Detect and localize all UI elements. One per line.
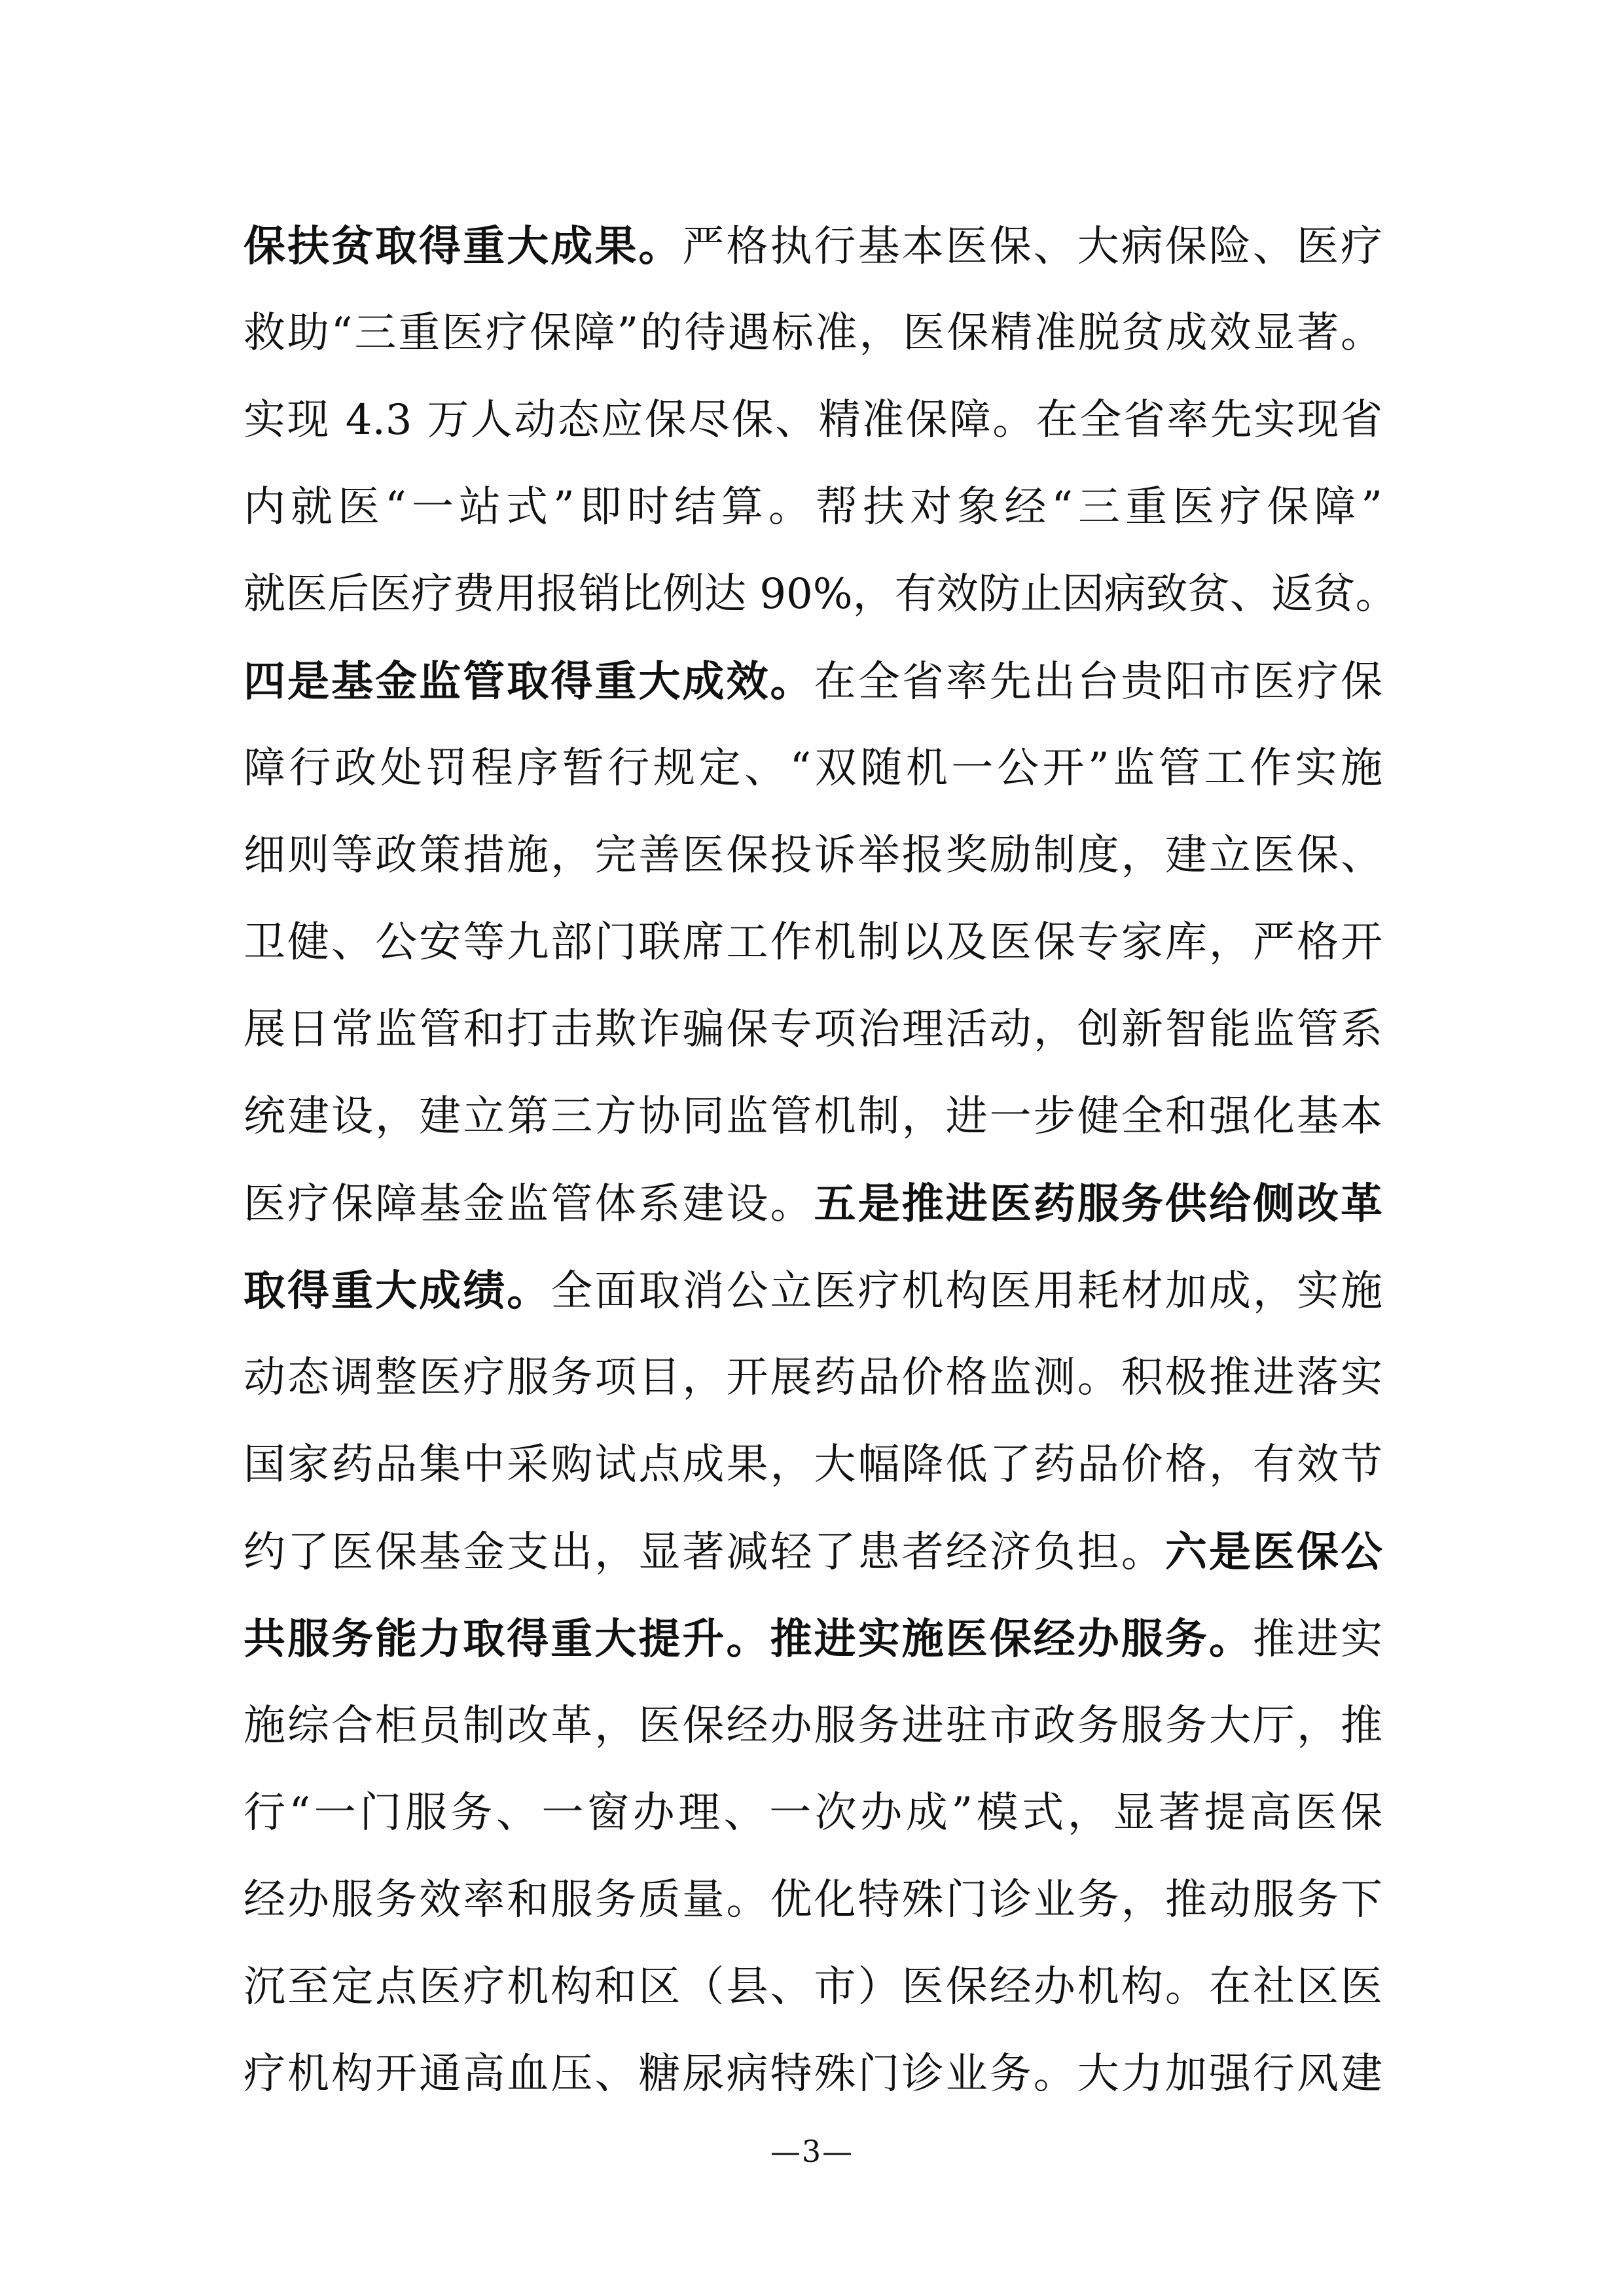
text-line [244, 812, 1382, 899]
bold-text-segment: 四是基金监管取得重大成效。 [244, 657, 814, 706]
text-line [244, 899, 1382, 986]
text-segment: 内就医“一站式”即时结算。帮扶对象经“三重医疗保障” [244, 483, 1382, 531]
text-line [244, 1683, 1382, 1770]
text-segment: 统建设，建立第三方协同监管机制，进一步健全和强化基本 [244, 1092, 1382, 1141]
text-line [244, 1944, 1382, 2031]
bold-text-segment: 六是医保公 [1164, 1528, 1383, 1577]
text-segment: 就医后医疗费用报销比例达 90%，有效防止因病致贫、返贫。 [244, 570, 1398, 619]
text-line [244, 1770, 1382, 1857]
page-number: —3— [770, 2134, 854, 2169]
text-line [244, 1160, 1382, 1247]
text-segment: 救助“三重医疗保障”的待遇标准，医保精准脱贫成效显著。 [244, 309, 1382, 357]
text-line [244, 638, 1382, 725]
text-segment: 障行政处罚程序暂行规定、“双随机一公开”监管工作实施 [244, 744, 1382, 793]
text-line [244, 1857, 1382, 1944]
text-segment: 疗机构开通高血压、糖尿病特殊门诊业务。大力加强行风建 [244, 2050, 1382, 2098]
bold-text-segment: 五是推进医药服务供给侧改革 [814, 1179, 1383, 1229]
text-segment: 经办服务效率和服务质量。优化特殊门诊业务，推动服务下 [244, 1876, 1382, 1924]
text-segment: 约了医保基金支出，显著减轻了患者经济负担。 [244, 1528, 1165, 1577]
text-line [244, 986, 1382, 1073]
body-text [244, 203, 1398, 2118]
text-line [244, 1247, 1382, 1335]
text-segment: 国家药品集中采购试点成果，大幅降低了药品价格，有效节 [244, 1441, 1382, 1489]
text-segment: 全面取消公立医疗机构医用耗材加成，实施 [550, 1267, 1382, 1316]
text-segment: 实现 4.3 万人动态应保尽保、精准保障。在全省率先实现省 [244, 396, 1382, 444]
text-line [244, 464, 1382, 551]
text-line [244, 1509, 1382, 1596]
text-segment: 推进实 [1252, 1615, 1383, 1664]
text-segment: 动态调整医疗服务项目，开展药品价格监测。积极推进落实 [244, 1354, 1382, 1402]
text-segment: 沉至定点医疗机构和区（县、市）医保经办机构。在社区医 [244, 1963, 1382, 2011]
bold-text-segment: 保扶贫取得重大成果。 [244, 222, 683, 271]
text-segment: 严格执行基本医保、大病保险、医疗 [682, 223, 1383, 271]
text-line [244, 203, 1382, 290]
bold-text-segment: 取得重大成绩。 [244, 1266, 551, 1316]
text-segment: 施综合柜员制改革，医保经办服务进驻市政务服务大厅，推 [244, 1702, 1382, 1750]
text-line [244, 1422, 1382, 1509]
text-line [244, 377, 1382, 464]
text-line [244, 725, 1382, 812]
text-segment: 细则等政策措施，完善医保投诉举报奖励制度，建立医保、 [244, 831, 1382, 880]
bold-text-segment: 共服务能力取得重大提升。推进实施医保经办服务。 [244, 1615, 1253, 1664]
text-segment: 医疗保障基金监管体系建设。 [244, 1180, 814, 1229]
text-line [244, 2031, 1382, 2118]
text-segment: 卫健、公安等九部门联席工作机制以及医保专家库，严格开 [244, 918, 1382, 967]
text-segment: 行“一门服务、一窗办理、一次办成”模式，显著提高医保 [244, 1789, 1382, 1837]
text-line [244, 1335, 1382, 1422]
text-line [244, 551, 1398, 638]
text-segment: 展日常监管和打击欺诈骗保专项治理活动，创新智能监管系 [244, 1005, 1382, 1054]
text-segment: 在全省率先出台贵阳市医疗保 [814, 658, 1383, 706]
text-line [244, 1596, 1382, 1683]
text-line [244, 290, 1382, 377]
text-line [244, 1073, 1382, 1160]
